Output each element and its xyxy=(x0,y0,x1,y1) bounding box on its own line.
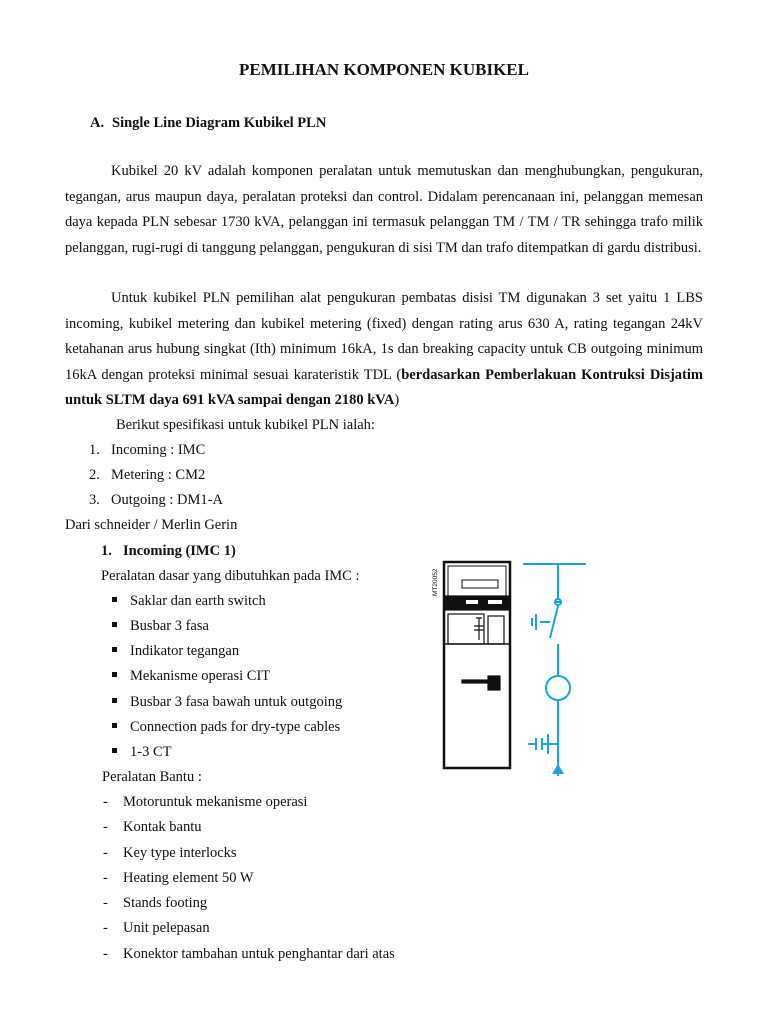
dash-icon: - xyxy=(103,819,108,835)
aux-equipment-item: - Heating element 50 W xyxy=(103,870,254,886)
paragraph-intro-text: Kubikel 20 kV adalah komponen peralatan untuk memutuskan dan menghubungkan, pengukuran, tegangan, arus maupun daya, peralatan proteksi dan control. Didalam perencanaan ini, pelanggan memesan daya kepada PLN sebesar 1730 kVA, pelanggan ini termasuk pelanggan TM / TM / TR sehingga trafo milik pelanggan, rugi-rugi di tanggung pelanggan, pengukuran di sisi TM dan trafo ditempatkan di gardu distribusi. xyxy=(65,163,703,256)
bullet-icon xyxy=(112,597,117,602)
spec-list-number: 3. xyxy=(89,492,100,508)
spec-list-number: 2. xyxy=(89,467,100,483)
aux-equipment-item: - Stands footing xyxy=(103,895,208,911)
bullet-icon xyxy=(112,723,117,728)
basic-equipment-item: Mekanisme operasi CIT xyxy=(112,668,270,685)
spec-list-text: Outgoing : DM1-A xyxy=(111,492,223,508)
aux-equipment-item: - Unit pelepasan xyxy=(103,920,210,936)
basic-equipment-item: Busbar 3 fasa xyxy=(112,618,209,635)
aux-equipment-item: - Key type interlocks xyxy=(103,845,237,861)
aux-equipment-intro: Peralatan Bantu : xyxy=(102,769,202,785)
source-line: Dari schneider / Merlin Gerin xyxy=(65,517,238,533)
paragraph-intro xyxy=(65,159,703,261)
section-heading xyxy=(90,115,326,132)
aux-equipment-item: - Motoruntuk mekanisme operasi xyxy=(103,794,308,810)
basic-equipment-item: Saklar dan earth switch xyxy=(112,593,266,610)
dash-icon: - xyxy=(103,895,108,911)
cubicle-illustration xyxy=(444,562,510,768)
spec-list-number: 1. xyxy=(89,442,100,458)
bullet-icon xyxy=(112,698,117,703)
paragraph-selection-text: Untuk kubikel PLN pemilihan alat pengukuran pembatas disisi TM digunakan 3 set yaitu 1 LBS incoming, kubikel metering dan kubikel metering (fixed) dengan rating arus 630 A, rating tegangan 24kV ketahanan arus hubung singkat (Ith) minimum 16kA, 1s dan breaking capacity untuk CB outgoing minimum 16kA dengan proteksi minimal sesuai karateristik TDL ( xyxy=(65,290,703,383)
incoming-heading xyxy=(101,543,236,560)
paragraph-selection-bold: berdasarkan Pemberlakuan Kontruksi Disjatim untuk SLTM daya 691 kVA sampai dengan 2180 kVA xyxy=(65,366,703,408)
imc-cubicle-diagram xyxy=(428,540,588,780)
incoming-title: Incoming (IMC 1) xyxy=(123,543,236,559)
paragraph-selection-end: ) xyxy=(394,392,400,408)
spec-list-text: Incoming : IMC xyxy=(111,442,206,458)
dash-icon: - xyxy=(103,946,108,962)
dash-icon: - xyxy=(103,920,108,936)
incoming-number: 1. xyxy=(101,543,112,559)
basic-equipment-item: Connection pads for dry-type cables xyxy=(112,719,340,736)
dash-icon: - xyxy=(103,845,108,861)
spec-list-text: Metering : CM2 xyxy=(111,467,206,483)
single-line-diagram xyxy=(523,564,586,776)
dash-icon: - xyxy=(103,870,108,886)
section-number: A. xyxy=(90,115,105,131)
cable-termination-icon xyxy=(552,764,564,774)
basic-equipment-item: 1-3 CT xyxy=(112,744,171,761)
bullet-icon xyxy=(112,748,117,753)
aux-equipment-item: - Kontak bantu xyxy=(103,819,202,835)
spec-list-item xyxy=(89,442,205,459)
spec-list-item xyxy=(89,467,205,484)
basic-equipment-intro: Peralatan dasar yang dibutuhkan pada IMC : xyxy=(101,568,360,584)
page-title: PEMILIHAN KOMPONEN KUBIKEL xyxy=(239,60,529,79)
aux-equipment-item: - Konektor tambahan untuk penghantar dari atas xyxy=(103,946,395,962)
bullet-icon xyxy=(112,672,117,677)
spec-intro: Berikut spesifikasi untuk kubikel PLN ialah: xyxy=(116,417,375,433)
dash-icon: - xyxy=(103,794,108,810)
spec-list-item xyxy=(89,492,223,509)
bullet-icon xyxy=(112,647,117,652)
diagram-code: MT20052 xyxy=(432,568,439,596)
basic-equipment-item: Indikator tegangan xyxy=(112,643,239,660)
basic-equipment-item: Busbar 3 fasa bawah untuk outgoing xyxy=(112,694,342,711)
paragraph-selection xyxy=(65,286,703,414)
bullet-icon xyxy=(112,622,117,627)
section-label: Single Line Diagram Kubikel PLN xyxy=(112,115,327,131)
